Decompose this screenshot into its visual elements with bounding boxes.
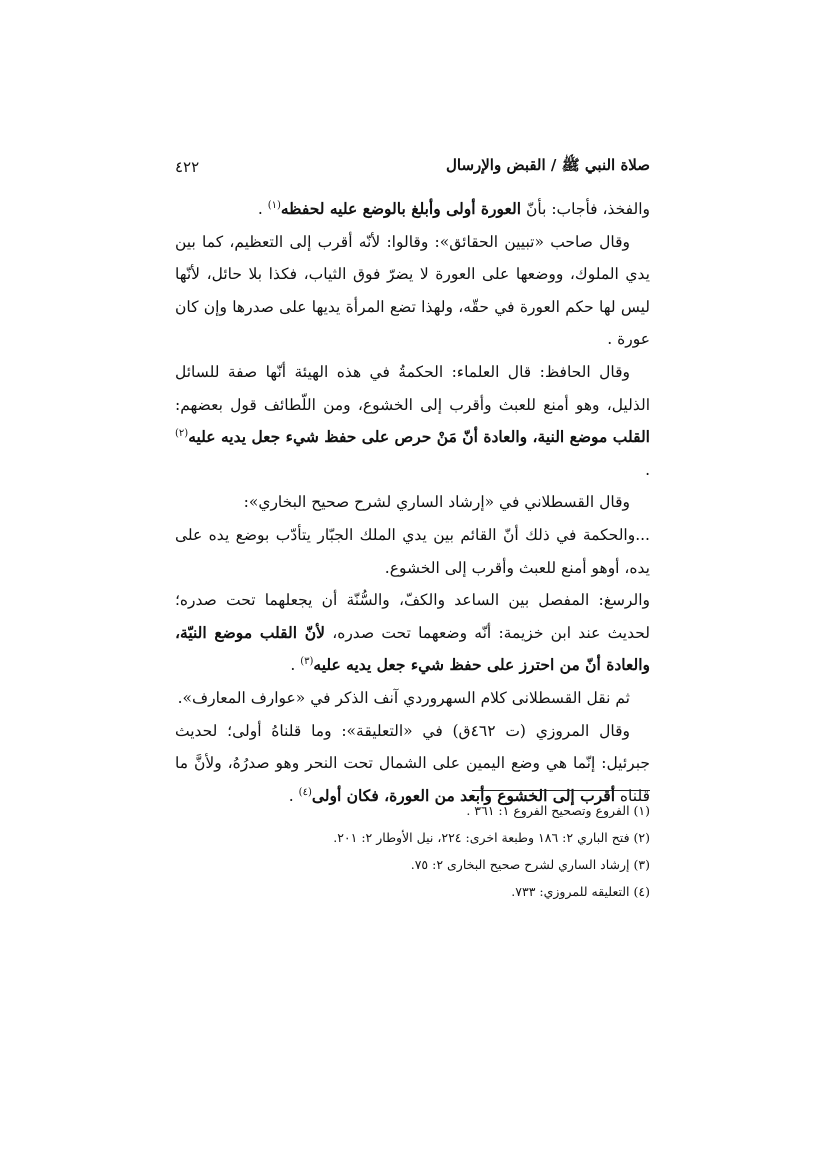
footnote-4: (٤) التعليقه للمروزي: ٧٣٣. [511, 884, 650, 899]
paragraph-p2 [175, 226, 650, 356]
text-run: . [288, 786, 299, 805]
paragraph-p3 [175, 356, 650, 486]
emphasis-text: القلب موضع النية، والعادة أنّ مَنْ حرص على حفظ شيء جعل يديه عليه [188, 427, 650, 447]
footnote-ref: (٢) [175, 428, 189, 439]
text-run: وقال صاحب «تبيين الحقائق»: وقالوا: لأنّه أقرب إلى التعظيم، كما بين يدي الملوك، ووضعها على العورة لا يضرّ فوق الثياب، فكذا بلا حائل، لأنّها ليس لها حكم العورة في حقّه، ولهذا تضع المرأة يديها على صدرها وإن كان عورة . [175, 232, 650, 349]
footnote-3: (٣) إرشاد الساري لشرح صحيح البخارى ٢: ٧٥. [410, 857, 650, 872]
emphasis-text: أقرب إلى الخشوع وأبعد من العورة، فكان أولى [311, 785, 615, 805]
footnote-2: (٢) فتح الباري ٢: ١٨٦ وطبعة اخرى: ٢٢٤، نيل الأوطار ٢: ٢٠١. [333, 830, 650, 845]
text-run: والفخذ، فأجاب: بأنّ [521, 200, 650, 218]
page-number: ٤٢٢ [175, 158, 200, 176]
text-run: وقال الحافظ: قال العلماء: الحكمةُ في هذه الهيئة أنّها صفة للسائل الذليل، وهو أمنع للعبث وأقرب إلى الخشوع، ومن اللّطائف قول بعضهم: [175, 362, 650, 414]
paragraph-p6 [175, 584, 650, 682]
paragraph-p7 [175, 682, 650, 715]
paragraph-p1 [175, 193, 650, 226]
text-run: . [290, 656, 301, 675]
paragraph-p5 [175, 519, 650, 584]
text-run: ثم نقل القسطلانى كلام السهروردي آنف الذكر في «عوارف المعارف». [177, 688, 630, 707]
text-run: وقال القسطلاني في «إرشاد الساري لشرح صحيح البخاري»: [243, 493, 630, 512]
emphasis-text: العورة أولى وأبلغ بالوضع عليه لحفظه [280, 199, 522, 218]
footnote-separator [472, 790, 650, 791]
text-run: وقال المروزي (ت ٤٦٢ق) في «التعليقة»: وما قلناهُ أولى؛ لحديث جبرئيل: إنّما هي وضع اليمين على الشمال تحت النحر وهو صدرُهُ، ولأنَّ ما قلناه [175, 721, 650, 805]
text-run: ...والحكمة في ذلك أنّ القائم بين يدي الملك الجبّار يتأدّب بوضع يده على يده، أوهو أمنع للعبث وأقرب إلى الخشوع. [175, 525, 650, 577]
footnotes [175, 797, 650, 905]
footnote-1: (١) الفروع وتصحيح الفروع ١: ٣٦١ . [466, 803, 650, 818]
footnote-ref: (٣) [300, 656, 314, 668]
footnote-ref: (١) [267, 199, 281, 211]
emphasis-text: لأنّ القلب موضع النيّة، والعادة أنّ من احترز على حفظ شيء جعل يديه عليه [175, 622, 650, 675]
footnote-ref: (٤) [298, 786, 312, 798]
text-run: . [645, 460, 650, 479]
paragraph-p4 [175, 486, 650, 519]
text-run: والرسغ: المفصل بين الساعد والكفّ، والسُّنّة أن يجعلهما تحت صدره؛ لحديث عند ابن خزيمة: أنّه وضعهما تحت صدره، [175, 591, 650, 642]
running-title: صلاة النبي ﷺ / القبض والإرسال [445, 156, 650, 174]
page-header [175, 152, 650, 182]
main-text [175, 193, 650, 812]
text-run: . [257, 200, 268, 218]
